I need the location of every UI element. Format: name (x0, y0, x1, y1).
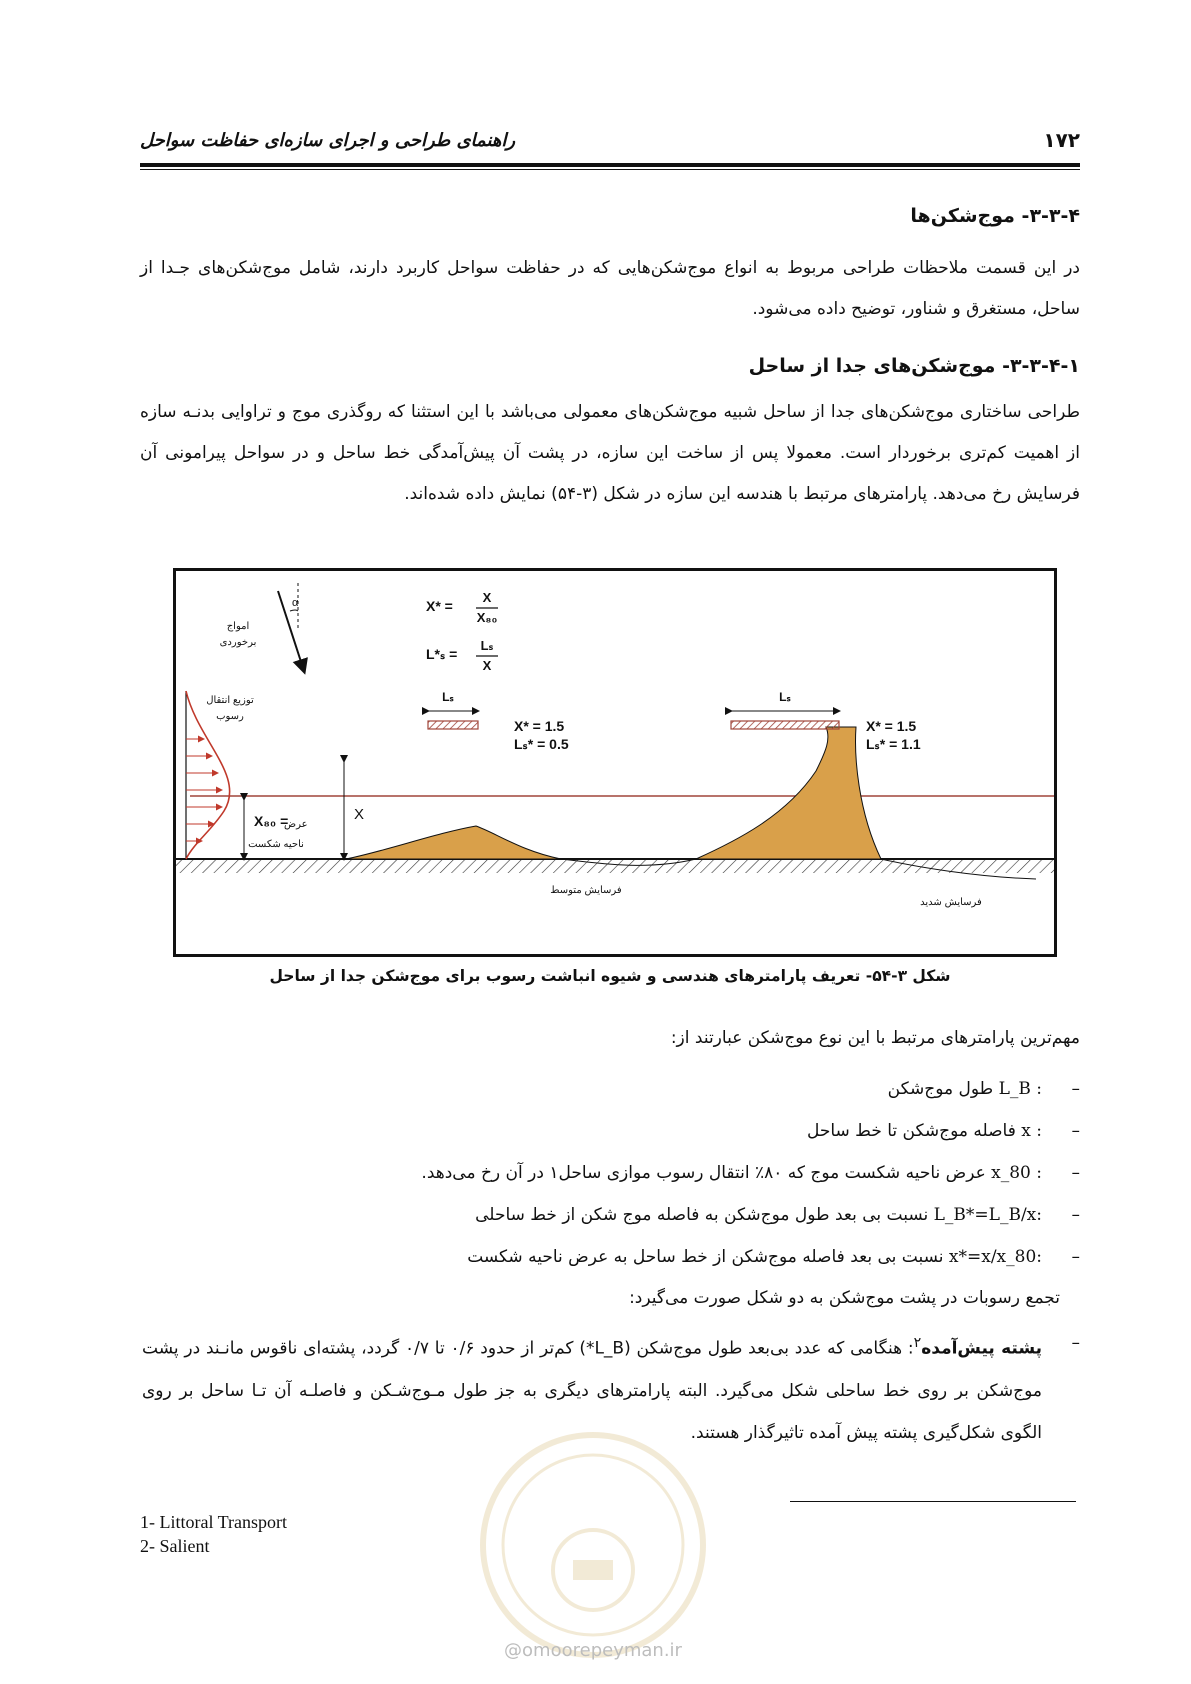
x80-label: X₈₀ = (254, 813, 289, 829)
breakwater-long (731, 721, 839, 729)
sediment-dist-label-2: رسوب (216, 711, 244, 722)
header-rule (140, 163, 1080, 167)
case1-l-label: Lₛ* = 0.5 (514, 736, 569, 752)
sediment-intro: تجمع رسوبات در پشت موج‌شکن به دو شکل صورت می‌گیرد: (629, 1288, 1060, 1308)
section-heading: ۳-۳-۴- موج‌شکن‌ها (910, 205, 1080, 227)
ls-label-short: Lₛ (442, 690, 454, 704)
case1-x-label: X* = 1.5 (514, 718, 565, 734)
subsection-heading: ۳-۳-۴-۱- موج‌شکن‌های جدا از ساحل (748, 355, 1080, 377)
footnote-1: 1- Littoral Transport (140, 1512, 287, 1532)
x-label: X (354, 806, 365, 823)
salient-bullet: – پشته پیش‌آمده$^۲$: هنگامی که عدد بی‌بعد طول موج‌شکن (L_B*) کم‌تر از حدود ۰/۶ تا ۰/۷ گردد، پشته‌ای ناقوس مانـند در پشت موج‌شکن بر روی خط ساحلی شکل می‌گیرد. البته پارامترهای دیگری به جز طول مـوج‌شـکن و فاصلـه آن تـا ساحل بر روی الگوی شکل‌گیری پشته پیش آمده تاثیرگذار هستند. (142, 1333, 1080, 1443)
ls-label-long: Lₛ (779, 690, 791, 704)
watermark-url: @omoorepeyman.ir (504, 1640, 682, 1661)
erosion-severe-label: فرسایش شدید (920, 897, 982, 908)
params-intro: مهم‌ترین پارامترهای مرتبط با این نوع موج‌شکن عبارتند از: (670, 1028, 1080, 1048)
formula-x-lhs: X* = (426, 598, 453, 614)
footnotes (140, 1510, 287, 1558)
breakwater-short (428, 721, 478, 729)
sediment-dist-label-1: توزیع انتقال (206, 695, 254, 706)
formula-x-den: X₈₀ (476, 610, 498, 625)
figure-caption: شکل ۳-۵۴- تعریف پارامترهای هندسی و شیوه انباشت رسوب برای موج‌شکن جدا از ساحل (269, 967, 951, 985)
alpha-label: α (292, 597, 299, 609)
running-title: راهنمای طراحی و اجرای سازه‌ای حفاظت سواحل (140, 130, 516, 151)
param-item: – x*=x/x_80: نسبت بی بعد فاصله موج‌شکن از خط ساحل به عرض ناحیه شکست (467, 1247, 1080, 1267)
incoming-waves-label-2: برخوردی (219, 637, 257, 648)
formula-l-lhs: L*ₛ = (426, 646, 458, 662)
section-intro-paragraph: در این قسمت ملاحظات طراحی مربوط به انواع موج‌شکن‌هایی که در حفاظت سواحل کاربرد دارند، شامل موج‌شکن‌های جـدا از ساحل، مستغرق و شناور، توضیح داده می‌شود. (140, 258, 1080, 319)
sand-tombolo (696, 727, 881, 859)
footnote-rule (790, 1501, 1076, 1502)
salient-term: پشته پیش‌آمده (921, 1338, 1043, 1359)
param-item: – x : فاصله موج‌شکن تا خط ساحل (806, 1121, 1080, 1141)
erosion-moderate-label: فرسایش متوسط (550, 885, 622, 896)
params-list (120, 1068, 1080, 1278)
watermark-seal (478, 1430, 708, 1660)
param-item: – x_80 : عرض ناحیه شکست موج که ۸۰٪ انتقال رسوب موازی ساحل۱ در آن رخ می‌دهد. (421, 1163, 1080, 1183)
breakwater-diagram-svg (176, 571, 1054, 954)
case2-x-label: X* = 1.5 (866, 718, 917, 734)
figure-breakwater-diagram (173, 568, 1057, 957)
salient-text: : هنگامی که عدد بی‌بعد طول موج‌شکن (L_B*) کم‌تر از حدود ۰/۶ تا ۰/۷ گردد، پشته‌ای ناقوس مانـند در پشت موج‌شکن بر روی خط ساحلی شکل می‌گیرد. البته پارامترهای دیگری به جز طول مـوج‌شـکن و فاصلـه آن تـا ساحل بر روی الگوی شکل‌گیری پشته پیش آمده تاثیرگذار هستند. (142, 1338, 1042, 1443)
incoming-waves-label-1: امواج (226, 621, 250, 632)
sand-salient (346, 826, 561, 859)
footnote-2: 2- Salient (140, 1536, 210, 1556)
subsection-body-paragraph: طراحی ساختاری موج‌شکن‌های جدا از ساحل شبیه موج‌شکن‌های معمولی می‌باشد با این استثنا که روگذری موج و تراوایی بدنـه سازه از اهمیت کم‌تری برخوردار است. معمولا پس از ساخت این سازه، در پشت آن پیش‌آمدگی خط ساحل و در سواحل پیرامونی آن فرسایش رخ می‌دهد. پارامترهای مرتبط با هندسه این سازه در شکل (۳-۵۴) نمایش داده شده‌اند. (140, 402, 1080, 504)
alpha-arc (290, 610, 298, 611)
case2-l-label: Lₛ* = 1.1 (866, 736, 921, 752)
seabed-hatch (176, 859, 1054, 873)
surf-width-label-2: ناحیه شکست (248, 839, 304, 850)
formula-l-num: Lₛ (480, 638, 494, 653)
incoming-wave-arrow (278, 591, 304, 671)
page-header (140, 128, 1080, 156)
param-item: – L_B : طول موج‌شکن (887, 1079, 1080, 1099)
surf-width-label-1: عرض (284, 819, 308, 830)
page-number: ۱۷۲ (1043, 128, 1080, 152)
param-item: – L_B*=L_B/x: نسبت بی بعد طول موج‌شکن به فاصله موج شکن از خط ساحلی (475, 1205, 1080, 1225)
formula-x-num: X (482, 590, 492, 605)
header-rule-thin (140, 169, 1080, 170)
formula-l-den: X (482, 658, 492, 673)
